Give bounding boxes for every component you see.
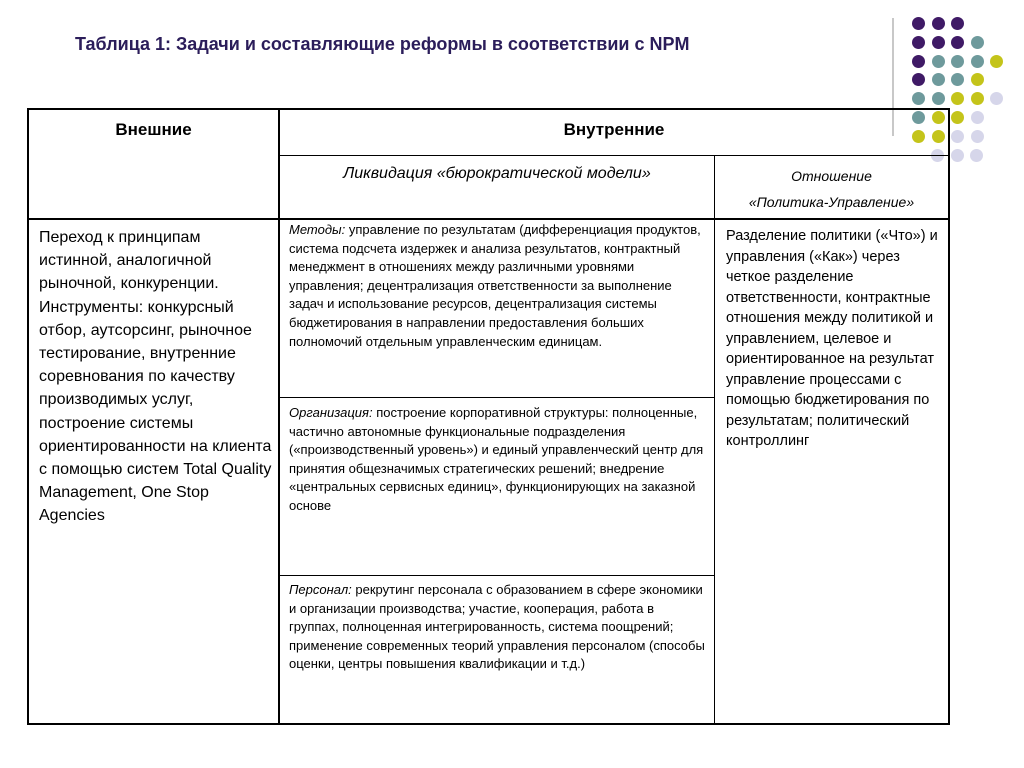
header-internal: Внутренние (563, 120, 665, 139)
methods-text: управление по результатам (дифференциация продуктов, система подсчета издержек и анализа результатов, контрактный менеджмент в отношениях между различными уровнями управления; децентрализация ответственности за выполнение задач и использование ресурсов, децентрализация системы бюджетирования в направлении предоставления больших полномочий отдельным управленческим единицам. (289, 222, 701, 349)
header-external: Внешние (115, 120, 192, 139)
decorative-dot (951, 130, 964, 143)
external-reforms-text: Переход к принципам истинной, аналогичной рыночной, конкуренции. Инструменты: конкурсный отбор, аутсорсинг, рыночное тестирование, внутренние соревнования по качеству производимых услуг, построение системы ориентированности на клиента с помощью систем Total Quality Management, One Stop Agencies (39, 229, 272, 525)
organization-cell (289, 404, 707, 516)
methods-cell (289, 221, 707, 351)
decorative-dot (970, 149, 983, 162)
table-divider (278, 575, 715, 576)
subheader-liquidation: Ликвидация «бюрократической модели» (343, 165, 651, 182)
table-divider (278, 155, 948, 156)
decorative-dot (932, 17, 945, 30)
decorative-dot (971, 130, 984, 143)
personnel-text: рекрутинг персонала с образованием в сфере экономики и организации производства; участие, кооперация, работа в группах, полноценная интегрированность, система поощрений; применение современных теорий управления персоналом (способы оценки, центры повышения квалификации и т.д.) (289, 582, 705, 672)
decorative-dot (951, 36, 964, 49)
subheader-relation (715, 163, 948, 215)
decorative-dot (971, 55, 984, 68)
decorative-dot (951, 111, 964, 124)
table-divider (278, 397, 715, 398)
organization-text: построение корпоративной структуры: полноценные, частично автономные функциональные подразделения («производственный уровень») и единый управленческий центр для принятия общезначимых стратегических решений; внедрение «центральных сервисных единиц», функционирующих на заказной основе (289, 405, 704, 513)
decorative-dot (951, 55, 964, 68)
table-divider (714, 155, 715, 723)
decorative-dot (971, 73, 984, 86)
decorative-dot (951, 92, 964, 105)
decorative-dot (971, 92, 984, 105)
decorative-dot (932, 55, 945, 68)
decorative-dot (912, 92, 925, 105)
decorative-dot (912, 55, 925, 68)
decorative-dot (971, 111, 984, 124)
decorative-dot (971, 36, 984, 49)
npm-reform-table (27, 108, 950, 725)
subheader-relation-line1: Отношение (791, 168, 872, 184)
personnel-label: Персонал: (289, 582, 352, 597)
methods-label: Методы: (289, 222, 346, 237)
policy-management-text: Разделение политики («Что») и управления («Как») через четкое разделение ответственности, контрактные отношения между политикой и управлением, целевое и ориентированное на результат управление процессами с помощью бюджетирования по результатам; политический контроллинг (726, 228, 938, 449)
decorative-dot (912, 36, 925, 49)
decorative-dot (990, 92, 1003, 105)
table-divider (278, 110, 280, 723)
personnel-cell (289, 581, 707, 674)
decorative-dot (951, 73, 964, 86)
decorative-dot (990, 55, 1003, 68)
decorative-dot (951, 17, 964, 30)
slide-title: Таблица 1: Задачи и составляющие реформы в соответствии с NPM (75, 34, 690, 54)
decorative-dot (912, 17, 925, 30)
decorative-dot (951, 149, 964, 162)
decorative-dot (932, 36, 945, 49)
subheader-relation-line2: «Политика-Управление» (748, 194, 915, 210)
decorative-dot (932, 92, 945, 105)
table-divider (29, 218, 948, 220)
organization-label: Организация: (289, 405, 373, 420)
decorative-dot (912, 73, 925, 86)
decorative-dot (932, 73, 945, 86)
